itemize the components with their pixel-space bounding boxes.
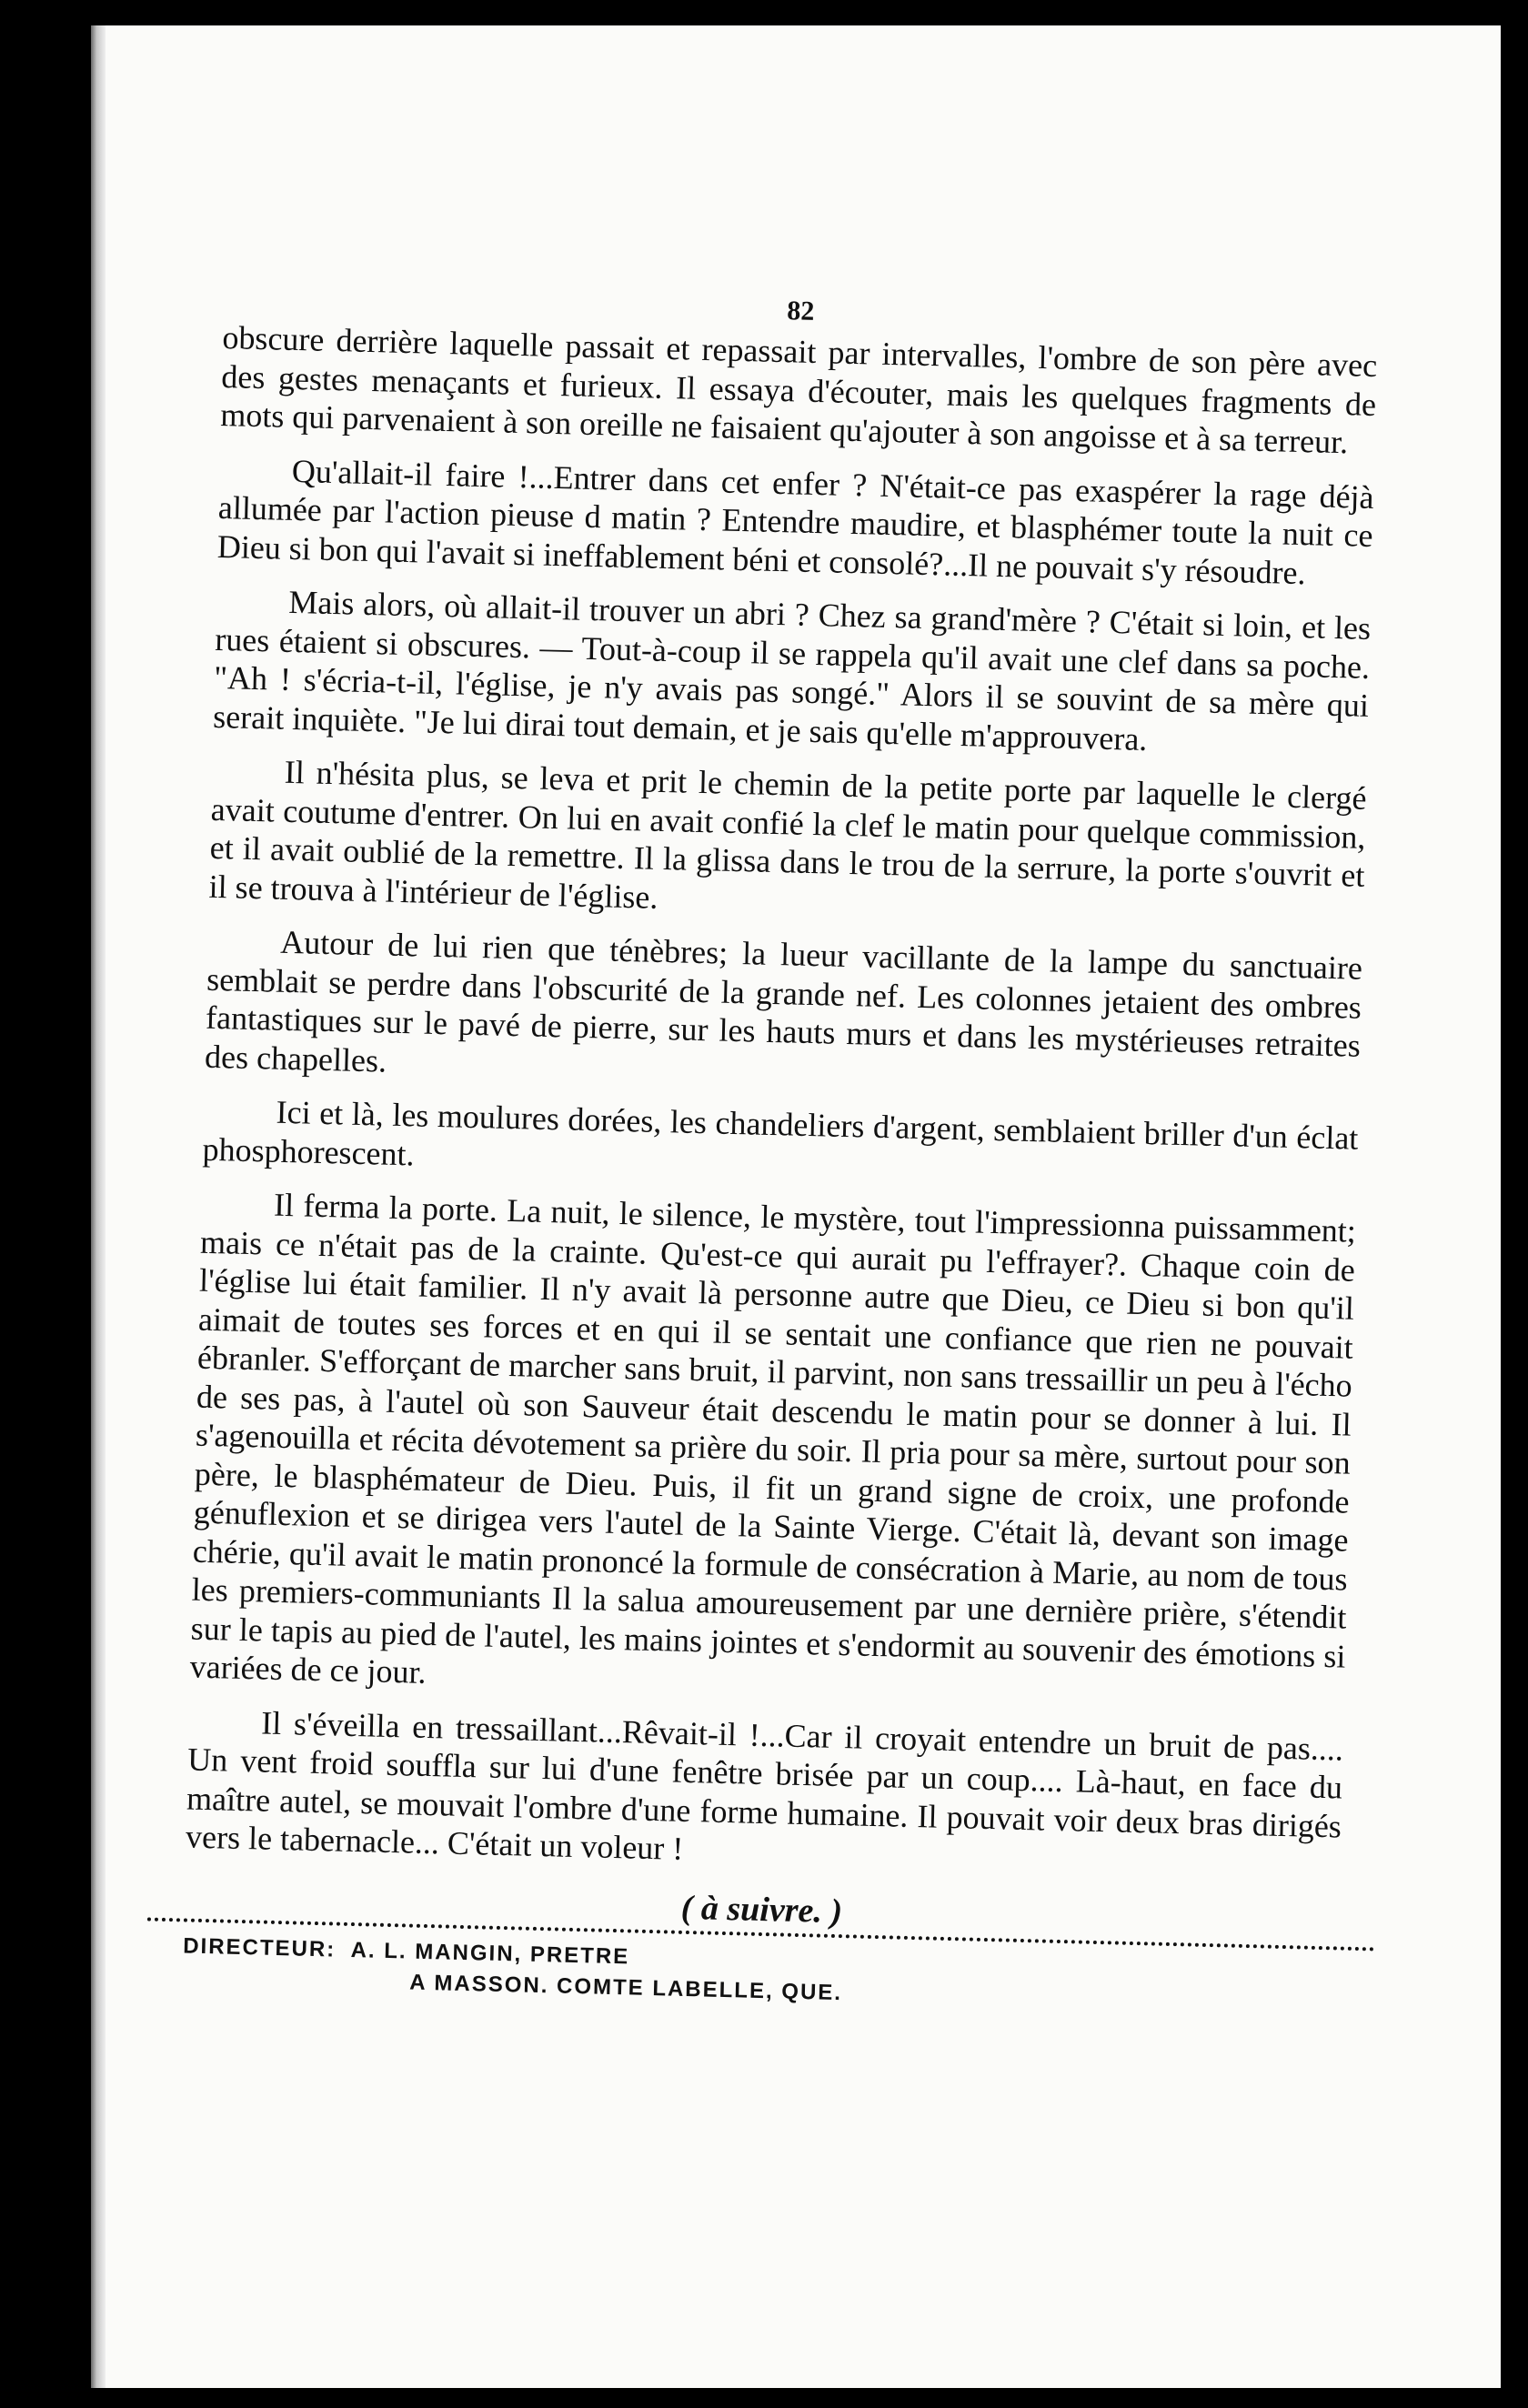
paragraph-awakening: Il s'éveilla en tressaillant...Rêvait-il !...Car il croyait entendre un bruit de pas.... Un vent froid souffla sur lui d'une fenêtre brisée par un coup.... Là-haut, en face du maître autel, se mouvait l'ombre d'une forme humaine. Il pouvait voir deux bras dirigés vers le tabernacle... C'était un voleur ! bbox=[185, 1704, 1344, 1867]
paragraph-shelter: Mais alors, où allait-il trouver un abri ? Chez sa grand'mère ? C'était si loin, et les rues étaient si obscures. — Tout-à-coup il se rappela qu'il avait une clef dans sa poche. "Ah ! s'écria-t-il, l'église, je n'y avais pas songé." Alors il se souvint de sa mère qui serait inquiète. "Je lui dirai tout demain, et je sais qu'elle m'approuvera. bbox=[212, 583, 1372, 758]
document-body bbox=[182, 296, 1378, 2021]
paragraph-continuation: obscure derrière laquelle passait et repassait par intervalles, l'ombre de son père avec des gestes menaçants et furieux. Il essaya d'écouter, mais les quelques fragments de mots qui parvenaient à son oreille ne faisaient qu'ajouter à son angoisse et à sa terreur. bbox=[219, 318, 1378, 461]
paragraph-enter-hell: Qu'allait-il faire !...Entrer dans cet enfer ? N'était-ce pas exaspérer la rage déjà allumée par l'action pieuse d matin ? Entendre maudire, et blasphémer toute la nuit ce Dieu si bon qui l'avait si ineffablement béni et consolé?...Il ne pouvait s'y résoudre. bbox=[216, 452, 1375, 591]
to-be-continued: ( à suivre. ) bbox=[680, 1888, 843, 1931]
footer-address: A MASSON. COMTE LABELLE, QUE. bbox=[409, 1970, 843, 2006]
paragraph-prayer: Il ferma la porte. La nuit, le silence, le mystère, tout l'impressionna puissamment; mais ce n'était pas de la crainte. Qu'est-ce qui aurait pu l'effrayer?. Chaque coin de l'église lui était familier. Il n'y avait là personne autre que Dieu, ce Dieu si bon qu'il aimait de toutes ses forces et en qui il se sentait une confiance que rien ne pouvait ébranler. S'efforçant de marcher sans bruit, il parvint, non sans tressaillir un peu à l'écho de ses pas, à l'autel où son Sauveur était descendu le matin pour se donner à lui. Il s'agenouilla et récita dévotement sa prière du soir. Il pria pour sa mère, surtout pour son père, le blasphémateur de Dieu. Puis, il fit un grand signe de croix, une profonde génuflexion et se dirigea vers l'autel de la Sainte Vierge. C'était là, devant son image chérie, qu'il avait le matin prononcé la formule de consécration à Marie, au nom de tous les premiers-communiants Il la salua amoureusement par une dernière prière, s'étendit sur le tapis au pied de l'autel, les mains jointes et s'endormit au souvenir des émotions si variées de ce jour. bbox=[189, 1186, 1357, 1691]
paragraph-small-door: Il n'hésita plus, se leva et prit le chemin de la petite porte par laquelle le clergé avait coutume d'entrer. On lui en avait confié la clef le matin pour quelque commission, et il avait oublié de la remettre. Il la glissa dans le trou de la serrure, la porte s'ouvrit et il se trouva à l'intérieur de l'église. bbox=[208, 753, 1367, 916]
page-number: 82 bbox=[786, 296, 815, 326]
page-edge-shadow bbox=[91, 25, 106, 2388]
paragraph-gilded-moldings: Ici et là, les moulures dorées, les chandeliers d'argent, semblaient briller d'un éclat phosphorescent. bbox=[202, 1093, 1359, 1172]
footer-director: DIRECTEUR: A. L. MANGIN, PRETRE bbox=[182, 1933, 630, 1970]
paragraph-darkness: Autour de lui rien que ténèbres; la lueur vacillante de la lampe du sanctuaire semblait se perdre dans l'obscurité de la grande nef. Les colonnes jetaient des ombres fantastiques sur le pavé de pierre, sur les hauts murs et dans les mystérieuses retraites des chapelles. bbox=[204, 923, 1363, 1079]
